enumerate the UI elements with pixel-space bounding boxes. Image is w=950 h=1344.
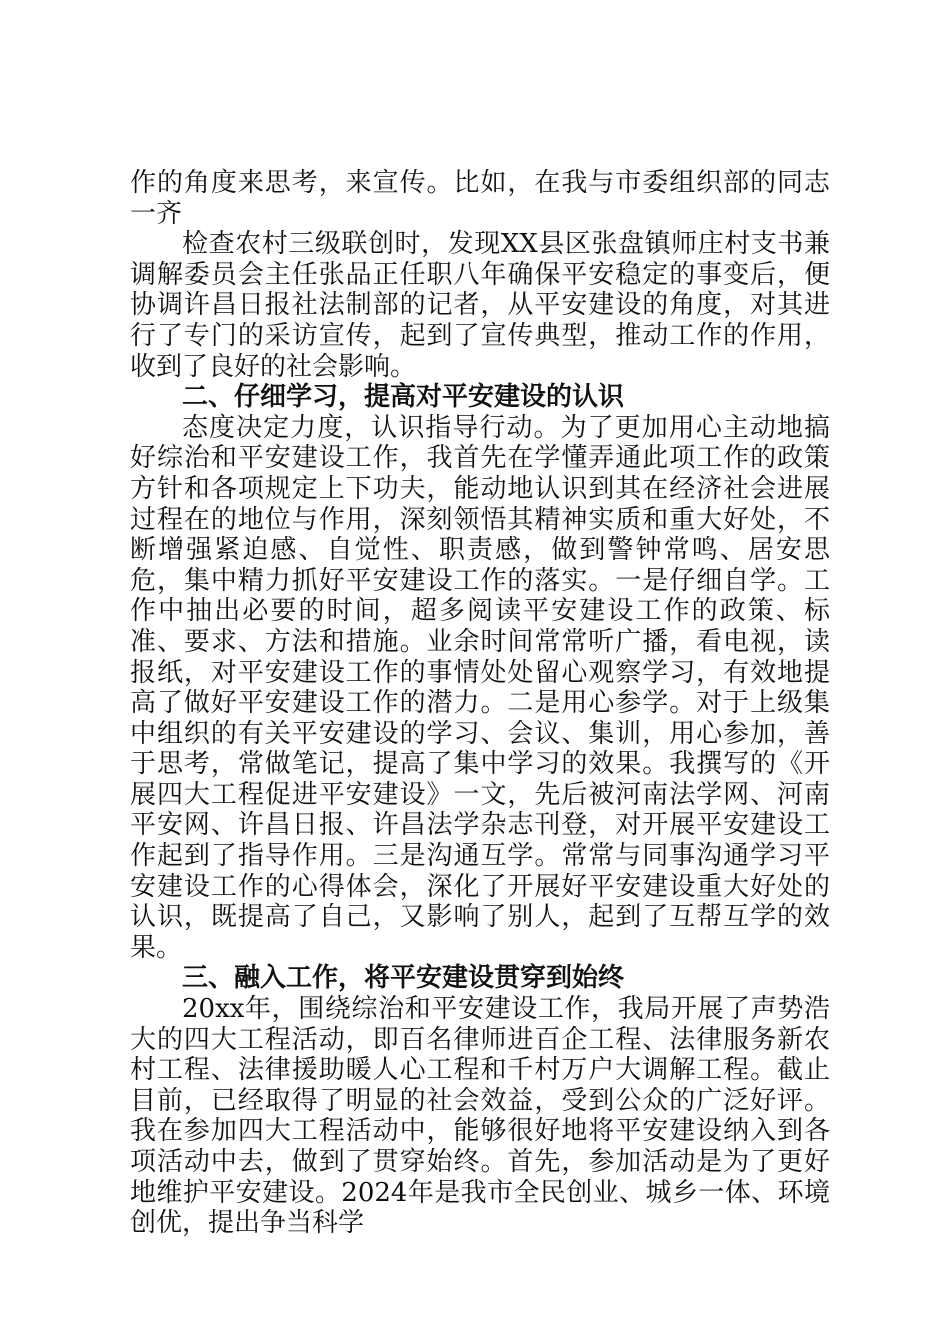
section-heading-2: 二、仔细学习，提高对平安建设的认识 — [182, 382, 625, 413]
paragraph-section-2: 态度决定力度，认识指导行动。为了更加用心主动地搞好综治和平安建设工作，我首先在学懂弄通此项工作的政策方针和各项规定上下功夫，能动地认识到其在经济社会进展过程在的地位与作用，深刻领悟其精神实质和重大好处，不断增强紧迫感、自觉性、职责感，做到警钟常鸣、居安思危，集中精力抓好平安建设工作的落实。一是仔细自学。工作中抽出必要的时间，超多阅读平安建设工作的政策、标准、要求、方法和措施。业余时间常常听广播，看电视，读报纸，对平安建设工作的事情处处留心观察学习，有效地提高了做好平安建设工作的潜力。二是用心参学。对于上级集中组织的有关平安建设的学习、会议、集训，用心参加，善于思考，常做笔记，提高了集中学习的效果。我撰写的《开展四大工程促进平安建设》一文，先后被河南法学网、河南平安网、许昌日报、许昌法学杂志刊登，对开展平安建设工作起到了指导作用。三是沟通互学。常常与同事沟通学习平安建设工作的心得体会，深化了开展好平安建设重大好处的认识，既提高了自己，又影响了别人，起到了互帮互学的效果。 — [130, 412, 830, 963]
paragraph-section-3: 20xx年，围绕综治和平安建设工作，我局开展了声势浩大的四大工程活动，即百名律师进百企工程、法律服务新农村工程、法律援助暖人心工程和千村万户大调解工程。截止目前，已经取得了明显的社会效益，受到公众的广泛好评。我在参加四大工程活动中，能够很好地将平安建设纳入到各项活动中去，做到了贯穿始终。首先，参加活动是为了更好地维护平安建设。2024年是我市全民创业、城乡一体、环境创优，提出争当科学 — [130, 994, 830, 1239]
document-body — [130, 168, 830, 1239]
paragraph-continued-1: 作的角度来思考，来宣传。比如，在我与市委组织部的同志一齐 — [130, 168, 830, 229]
section-heading-3: 三、融入工作，将平安建设贯穿到始终 — [182, 963, 625, 994]
paragraph-continued-2: 检查农村三级联创时，发现XX县区张盘镇师庄村支书兼调解委员会主任张品正任职八年确保平安稳定的事变后，便协调许昌日报社法制部的记者，从平安建设的角度，对其进行了专门的采访宣传，起到了宣传典型，推动工作的作用，收到了良好的社会影响。 — [130, 229, 830, 382]
